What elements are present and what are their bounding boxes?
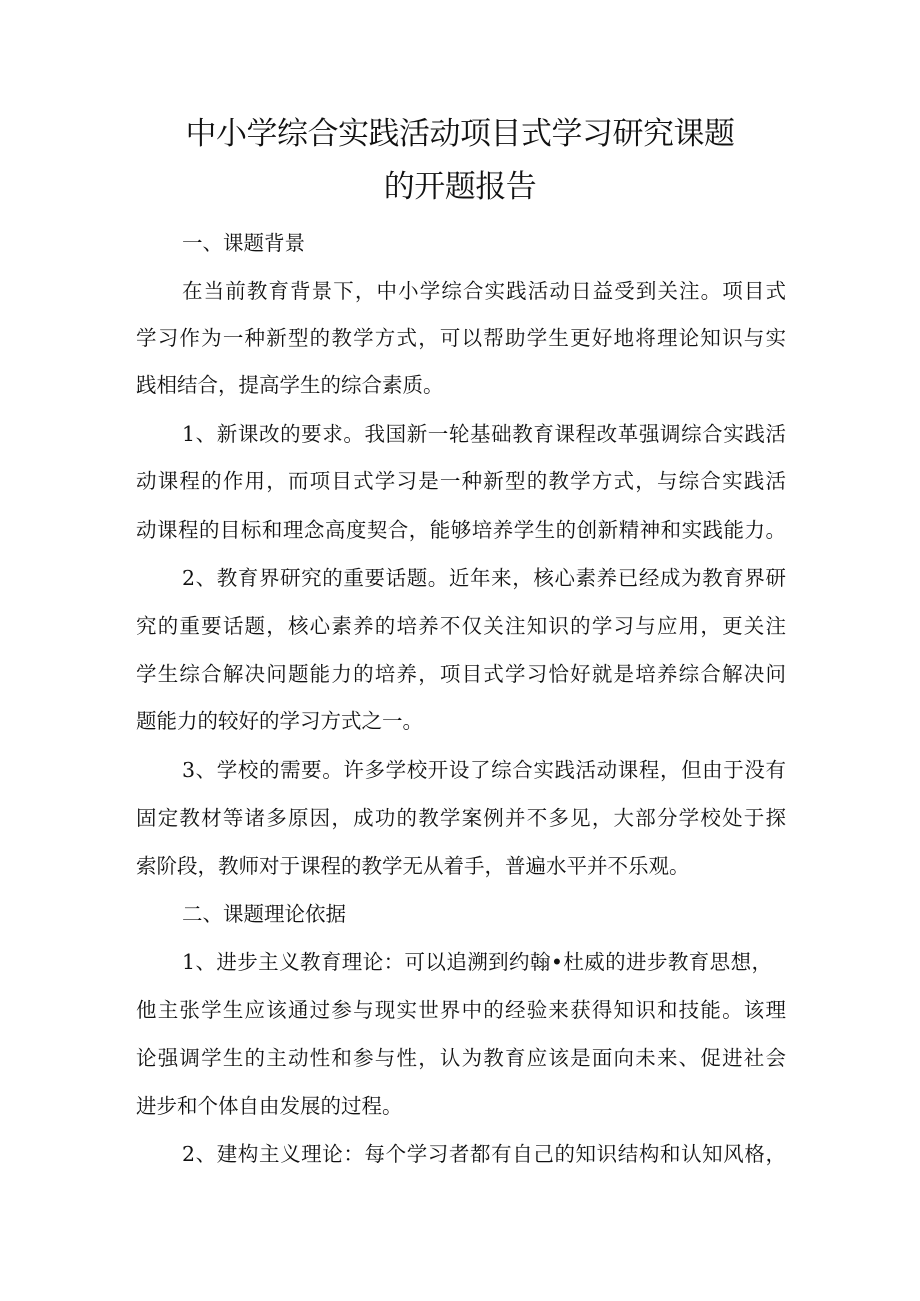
paragraph-line: 题能力的较好的学习方式之一。 [136,709,423,733]
paragraph-line: 究的重要话题，核心素养的培养不仅关注知识的学习与应用，更关注 [136,614,786,638]
paragraph-line: 学生综合解决问题能力的培养，项目式学习恰好就是培养综合解决问 [136,662,786,686]
paragraph-line: 学习作为一种新型的教学方式，可以帮助学生更好地将理论知识与实 [136,326,786,350]
paragraph-line: 他主张学生应该通过参与现实世界中的经验来获得知识和技能。该理 [136,998,786,1022]
section-heading-background: 一、课题背景 [182,231,305,255]
paragraph-line: 论强调学生的主动性和参与性，认为教育应该是面向未来、促进社会 [136,1046,786,1070]
paragraph-line: 进步和个体自由发展的过程。 [136,1094,403,1118]
paragraph-line: 动课程的目标和理念高度契合，能够培养学生的创新精神和实践能力。 [136,518,786,542]
document-title-line-2: 的开题报告 [383,169,537,205]
paragraph-line: 1、新课改的要求。我国新一轮基础教育课程改革强调综合实践活 [182,422,786,446]
section-heading-theory: 二、课题理论依据 [182,902,346,926]
document-title-line-1: 中小学综合实践活动项目式学习研究课题 [185,116,735,152]
paragraph-line: 践相结合，提高学生的综合素质。 [136,373,444,397]
paragraph-line: 2、教育界研究的重要话题。近年来，核心素养已经成为教育界研 [182,566,786,590]
paragraph-line: 索阶段，教师对于课程的教学无从着手，普遍水平并不乐观。 [136,854,690,878]
paragraph-line: 动课程的作用，而项目式学习是一种新型的教学方式，与综合实践活 [136,469,786,493]
paragraph-line: 2、建构主义理论：每个学习者都有自己的知识结构和认知风格， [182,1142,786,1166]
paragraph-line: 3、学校的需要。许多学校开设了综合实践活动课程，但由于没有 [182,758,786,782]
paragraph-line: 1、进步主义教育理论：可以追溯到约翰•杜威的进步教育思想， [182,950,772,974]
paragraph-line: 固定教材等诸多原因，成功的教学案例并不多见，大部分学校处于探 [136,806,786,830]
paragraph-line: 在当前教育背景下，中小学综合实践活动日益受到关注。项目式 [182,279,786,303]
